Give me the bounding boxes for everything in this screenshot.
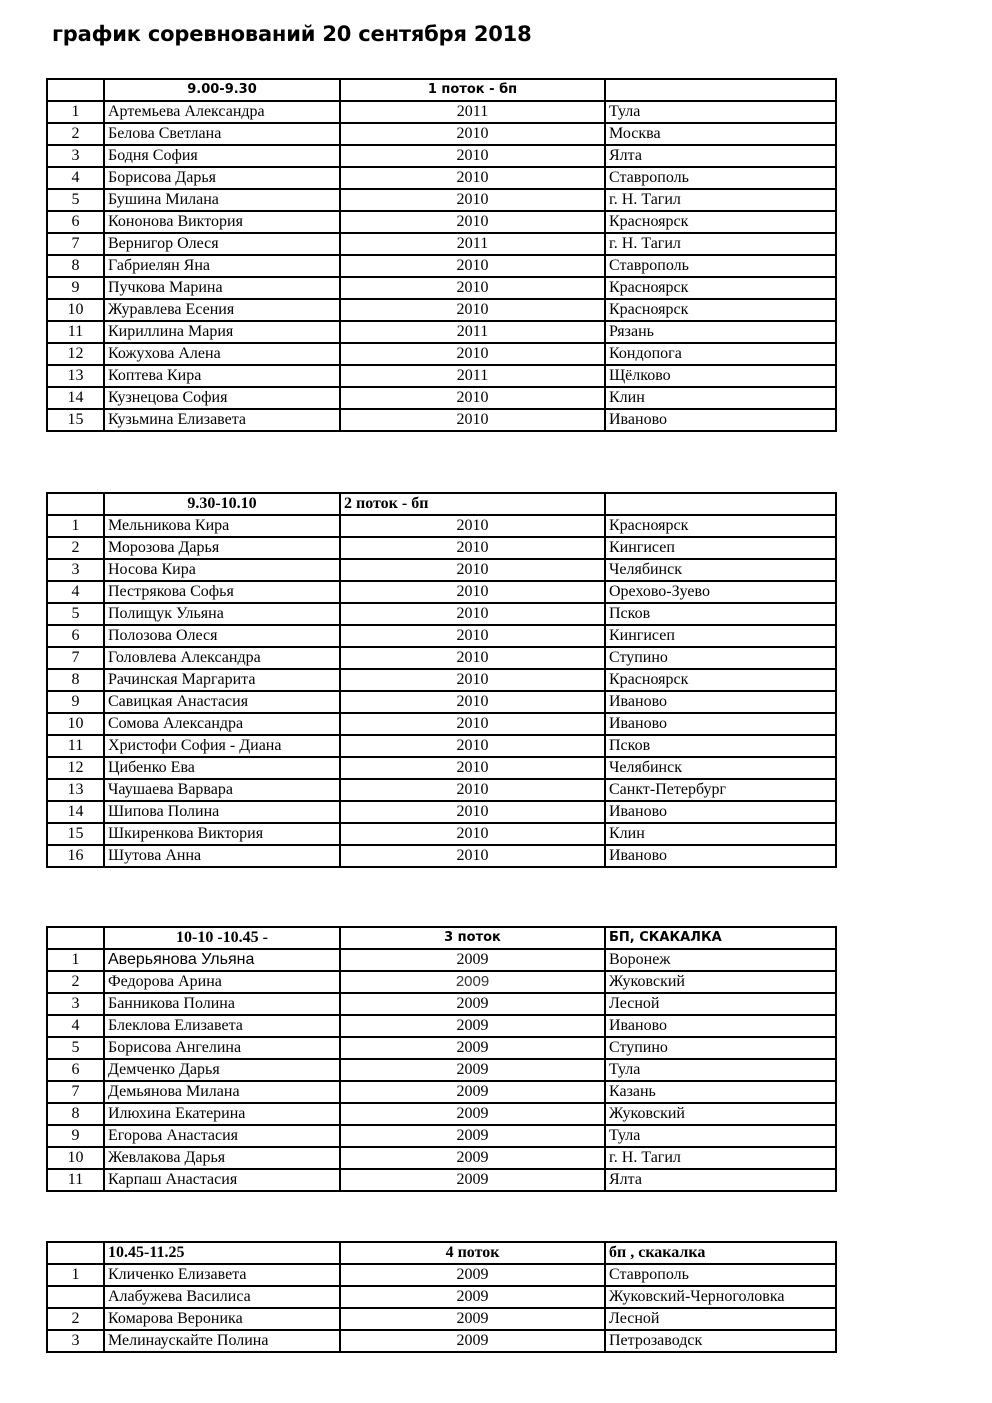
table-row bbox=[47, 299, 836, 321]
birth-year: 2009 bbox=[340, 949, 605, 971]
table-row bbox=[47, 101, 836, 123]
header-empty-cell bbox=[47, 1242, 104, 1264]
participant-number: 1 bbox=[47, 949, 104, 971]
table-row bbox=[47, 167, 836, 189]
table-row bbox=[47, 1330, 836, 1352]
participant-number bbox=[47, 1286, 104, 1308]
participant-city: Лесной bbox=[605, 1308, 836, 1330]
participant-city: Лесной bbox=[605, 993, 836, 1015]
participant-city: Красноярск bbox=[605, 211, 836, 233]
participant-name: Банникова Полина bbox=[104, 993, 340, 1015]
table-row bbox=[47, 255, 836, 277]
participant-number: 8 bbox=[47, 1103, 104, 1125]
participant-city: Воронеж bbox=[605, 949, 836, 971]
schedule-table-flow-3 bbox=[46, 926, 837, 1192]
birth-year: 2010 bbox=[340, 713, 605, 735]
flow-note-cell: БП, СКАКАЛКА bbox=[605, 927, 836, 949]
time-slot-cell: 10.45-11.25 bbox=[104, 1242, 340, 1264]
birth-year: 2009 bbox=[340, 1015, 605, 1037]
participant-name: Демченко Дарья bbox=[104, 1059, 340, 1081]
participant-city: Псков bbox=[605, 603, 836, 625]
birth-year: 2009 bbox=[340, 1147, 605, 1169]
participant-city: Ставрополь bbox=[605, 167, 836, 189]
table-row bbox=[47, 1037, 836, 1059]
participant-city: Красноярск bbox=[605, 299, 836, 321]
participant-name: Блеклова Елизавета bbox=[104, 1015, 340, 1037]
birth-year: 2009 bbox=[340, 1169, 605, 1191]
table-header-row bbox=[47, 79, 836, 101]
birth-year: 2009 bbox=[340, 1286, 605, 1308]
participant-name: Кожухова Алена bbox=[104, 343, 340, 365]
table-row bbox=[47, 343, 836, 365]
participant-city: Ступино bbox=[605, 647, 836, 669]
birth-year: 2010 bbox=[340, 255, 605, 277]
participant-name: Артемьева Александра bbox=[104, 101, 340, 123]
participant-number: 16 bbox=[47, 845, 104, 867]
birth-year: 2011 bbox=[340, 321, 605, 343]
birth-year: 2009 bbox=[340, 1125, 605, 1147]
table-row bbox=[47, 801, 836, 823]
participant-name: Карпаш Анастасия bbox=[104, 1169, 340, 1191]
birth-year: 2011 bbox=[340, 365, 605, 387]
table-row bbox=[47, 1169, 836, 1191]
birth-year: 2009 bbox=[340, 1037, 605, 1059]
participant-city: Иваново bbox=[605, 691, 836, 713]
participant-city: Ставрополь bbox=[605, 255, 836, 277]
table-row bbox=[47, 625, 836, 647]
participant-city: г. Н. Тагил bbox=[605, 1147, 836, 1169]
participant-number: 3 bbox=[47, 559, 104, 581]
birth-year: 2010 bbox=[340, 823, 605, 845]
time-slot-cell: 9.00-9.30 bbox=[104, 79, 340, 101]
birth-year: 2010 bbox=[340, 845, 605, 867]
participant-name: Егорова Анастасия bbox=[104, 1125, 340, 1147]
birth-year: 2009 bbox=[340, 1059, 605, 1081]
participant-number: 10 bbox=[47, 713, 104, 735]
participant-name: Шипова Полина bbox=[104, 801, 340, 823]
birth-year: 2010 bbox=[340, 167, 605, 189]
participant-city: Санкт-Петербург bbox=[605, 779, 836, 801]
participant-city: Ставрополь bbox=[605, 1264, 836, 1286]
table-row bbox=[47, 993, 836, 1015]
participant-name: Алабужева Василиса bbox=[104, 1286, 340, 1308]
participant-number: 5 bbox=[47, 1037, 104, 1059]
participant-name: Сомова Александра bbox=[104, 713, 340, 735]
participant-name: Мелинаускайте Полина bbox=[104, 1330, 340, 1352]
participant-city: Жуковский-Черноголовка bbox=[605, 1286, 836, 1308]
participant-number: 1 bbox=[47, 1264, 104, 1286]
table-row bbox=[47, 1286, 836, 1308]
participant-city: Тула bbox=[605, 1125, 836, 1147]
table-row bbox=[47, 189, 836, 211]
participant-city: Красноярск bbox=[605, 277, 836, 299]
participant-city: Ступино bbox=[605, 1037, 836, 1059]
table-row bbox=[47, 735, 836, 757]
participant-city: Москва bbox=[605, 123, 836, 145]
table-row bbox=[47, 779, 836, 801]
participant-number: 8 bbox=[47, 669, 104, 691]
participant-number: 5 bbox=[47, 603, 104, 625]
participant-city: Ялта bbox=[605, 1169, 836, 1191]
schedule-table-flow-4 bbox=[46, 1241, 837, 1353]
participant-number: 4 bbox=[47, 581, 104, 603]
participant-number: 7 bbox=[47, 647, 104, 669]
participant-name: Кононова Виктория bbox=[104, 211, 340, 233]
participant-city: Жуковский bbox=[605, 971, 836, 993]
participant-number: 5 bbox=[47, 189, 104, 211]
participant-number: 2 bbox=[47, 1308, 104, 1330]
flow-note-cell: бп , скакалка bbox=[605, 1242, 836, 1264]
participant-number: 9 bbox=[47, 277, 104, 299]
participant-number: 2 bbox=[47, 537, 104, 559]
birth-year: 2009 bbox=[340, 971, 605, 993]
table-row bbox=[47, 211, 836, 233]
participant-number: 2 bbox=[47, 123, 104, 145]
flow-note-cell bbox=[605, 493, 836, 515]
participant-name: Журавлева Есения bbox=[104, 299, 340, 321]
participant-number: 13 bbox=[47, 779, 104, 801]
birth-year: 2010 bbox=[340, 515, 605, 537]
birth-year: 2009 bbox=[340, 1308, 605, 1330]
table-row bbox=[47, 949, 836, 971]
participant-city: Кингисеп bbox=[605, 625, 836, 647]
birth-year: 2011 bbox=[340, 233, 605, 255]
table-row bbox=[47, 277, 836, 299]
table-row bbox=[47, 1264, 836, 1286]
table-row bbox=[47, 669, 836, 691]
birth-year: 2010 bbox=[340, 537, 605, 559]
participant-number: 10 bbox=[47, 1147, 104, 1169]
table-row bbox=[47, 1308, 836, 1330]
participant-name: Шутова Анна bbox=[104, 845, 340, 867]
table-row bbox=[47, 365, 836, 387]
participant-number: 11 bbox=[47, 321, 104, 343]
birth-year: 2010 bbox=[340, 211, 605, 233]
birth-year: 2009 bbox=[340, 1103, 605, 1125]
birth-year: 2010 bbox=[340, 299, 605, 321]
birth-year: 2010 bbox=[340, 409, 605, 431]
participant-name: Пестрякова Софья bbox=[104, 581, 340, 603]
participant-number: 9 bbox=[47, 1125, 104, 1147]
table-row bbox=[47, 387, 836, 409]
birth-year: 2009 bbox=[340, 1264, 605, 1286]
participant-name: Мельникова Кира bbox=[104, 515, 340, 537]
birth-year: 2010 bbox=[340, 387, 605, 409]
participant-number: 14 bbox=[47, 387, 104, 409]
participant-number: 13 bbox=[47, 365, 104, 387]
participant-city: Казань bbox=[605, 1081, 836, 1103]
table-row bbox=[47, 845, 836, 867]
time-slot-cell: 9.30-10.10 bbox=[104, 493, 340, 515]
participant-name: Борисова Ангелина bbox=[104, 1037, 340, 1059]
birth-year: 2011 bbox=[340, 101, 605, 123]
participant-name: Демьянова Милана bbox=[104, 1081, 340, 1103]
participant-number: 12 bbox=[47, 343, 104, 365]
table-row bbox=[47, 559, 836, 581]
birth-year: 2010 bbox=[340, 123, 605, 145]
table-row bbox=[47, 1059, 836, 1081]
participant-name: Аверьянова Ульяна bbox=[104, 949, 340, 971]
participant-name: Чаушаева Варвара bbox=[104, 779, 340, 801]
participant-name: Пучкова Марина bbox=[104, 277, 340, 299]
flow-note-cell bbox=[605, 79, 836, 101]
participant-number: 4 bbox=[47, 1015, 104, 1037]
participant-city: Клин bbox=[605, 387, 836, 409]
participant-number: 3 bbox=[47, 1330, 104, 1352]
table-row bbox=[47, 1103, 836, 1125]
birth-year: 2009 bbox=[340, 1330, 605, 1352]
participant-city: Красноярск bbox=[605, 669, 836, 691]
participant-number: 6 bbox=[47, 1059, 104, 1081]
table-row bbox=[47, 123, 836, 145]
participant-name: Морозова Дарья bbox=[104, 537, 340, 559]
participant-name: Белова Светлана bbox=[104, 123, 340, 145]
participant-name: Илюхина Екатерина bbox=[104, 1103, 340, 1125]
table-row bbox=[47, 321, 836, 343]
flow-label-cell: 2 поток - бп bbox=[340, 493, 605, 515]
participant-number: 11 bbox=[47, 735, 104, 757]
participant-number: 6 bbox=[47, 625, 104, 647]
participant-city: Псков bbox=[605, 735, 836, 757]
participant-name: Жевлакова Дарья bbox=[104, 1147, 340, 1169]
table-header-row bbox=[47, 927, 836, 949]
participant-city: г. Н. Тагил bbox=[605, 233, 836, 255]
birth-year: 2010 bbox=[340, 625, 605, 647]
participant-city: Челябинск bbox=[605, 559, 836, 581]
participant-number: 6 bbox=[47, 211, 104, 233]
table-row bbox=[47, 757, 836, 779]
participant-city: Красноярск bbox=[605, 515, 836, 537]
table-row bbox=[47, 823, 836, 845]
table-row bbox=[47, 515, 836, 537]
participant-city: Иваново bbox=[605, 845, 836, 867]
table-row bbox=[47, 603, 836, 625]
table-row bbox=[47, 713, 836, 735]
participant-name: Кличенко Елизавета bbox=[104, 1264, 340, 1286]
birth-year: 2010 bbox=[340, 145, 605, 167]
participant-name: Кузнецова София bbox=[104, 387, 340, 409]
birth-year: 2010 bbox=[340, 757, 605, 779]
participant-name: Савицкая Анастасия bbox=[104, 691, 340, 713]
participant-number: 15 bbox=[47, 409, 104, 431]
participant-city: Тула bbox=[605, 1059, 836, 1081]
participant-city: Иваново bbox=[605, 1015, 836, 1037]
participant-city: Жуковский bbox=[605, 1103, 836, 1125]
participant-number: 1 bbox=[47, 515, 104, 537]
participant-city: г. Н. Тагил bbox=[605, 189, 836, 211]
participant-name: Габриелян Яна bbox=[104, 255, 340, 277]
participant-name: Полозова Олеся bbox=[104, 625, 340, 647]
table-row bbox=[47, 409, 836, 431]
participant-name: Цибенко Ева bbox=[104, 757, 340, 779]
birth-year: 2010 bbox=[340, 779, 605, 801]
table-row bbox=[47, 145, 836, 167]
birth-year: 2010 bbox=[340, 801, 605, 823]
birth-year: 2010 bbox=[340, 735, 605, 757]
birth-year: 2009 bbox=[340, 993, 605, 1015]
participant-number: 7 bbox=[47, 233, 104, 255]
table-row bbox=[47, 647, 836, 669]
participant-name: Головлева Александра bbox=[104, 647, 340, 669]
participant-city: Иваново bbox=[605, 409, 836, 431]
participant-city: Тула bbox=[605, 101, 836, 123]
table-row bbox=[47, 971, 836, 993]
table-header-row bbox=[47, 493, 836, 515]
participant-number: 10 bbox=[47, 299, 104, 321]
participant-city: Кингисеп bbox=[605, 537, 836, 559]
table-row bbox=[47, 581, 836, 603]
participant-city: Орехово-Зуево bbox=[605, 581, 836, 603]
participant-name: Христофи София - Диана bbox=[104, 735, 340, 757]
schedule-table-flow-2 bbox=[46, 492, 837, 868]
birth-year: 2010 bbox=[340, 343, 605, 365]
participant-name: Бодня София bbox=[104, 145, 340, 167]
participant-name: Борисова Дарья bbox=[104, 167, 340, 189]
table-row bbox=[47, 691, 836, 713]
birth-year: 2010 bbox=[340, 691, 605, 713]
participant-city: Рязань bbox=[605, 321, 836, 343]
table-row bbox=[47, 1147, 836, 1169]
header-empty-cell bbox=[47, 79, 104, 101]
birth-year: 2009 bbox=[340, 1081, 605, 1103]
participant-name: Рачинская Маргарита bbox=[104, 669, 340, 691]
participant-name: Коптева Кира bbox=[104, 365, 340, 387]
birth-year: 2010 bbox=[340, 603, 605, 625]
participant-number: 4 bbox=[47, 167, 104, 189]
table-header-row bbox=[47, 1242, 836, 1264]
participant-name: Полищук Ульяна bbox=[104, 603, 340, 625]
flow-label-cell: 1 поток - бп bbox=[340, 79, 605, 101]
schedule-table-flow-1 bbox=[46, 78, 837, 432]
birth-year: 2010 bbox=[340, 189, 605, 211]
table-row bbox=[47, 537, 836, 559]
participant-city: Иваново bbox=[605, 801, 836, 823]
flow-label-cell: 4 поток bbox=[340, 1242, 605, 1264]
participant-number: 11 bbox=[47, 1169, 104, 1191]
participant-city: Щёлково bbox=[605, 365, 836, 387]
participant-number: 12 bbox=[47, 757, 104, 779]
participant-number: 9 bbox=[47, 691, 104, 713]
table-row bbox=[47, 1125, 836, 1147]
birth-year: 2010 bbox=[340, 647, 605, 669]
participant-number: 8 bbox=[47, 255, 104, 277]
participant-name: Бушина Милана bbox=[104, 189, 340, 211]
participant-city: Иваново bbox=[605, 713, 836, 735]
participant-number: 1 bbox=[47, 101, 104, 123]
participant-name: Комарова Вероника bbox=[104, 1308, 340, 1330]
birth-year: 2010 bbox=[340, 559, 605, 581]
participant-name: Шкиренкова Виктория bbox=[104, 823, 340, 845]
participant-number: 3 bbox=[47, 145, 104, 167]
participant-city: Ялта bbox=[605, 145, 836, 167]
participant-number: 14 bbox=[47, 801, 104, 823]
participant-number: 3 bbox=[47, 993, 104, 1015]
participant-number: 7 bbox=[47, 1081, 104, 1103]
birth-year: 2010 bbox=[340, 277, 605, 299]
participant-number: 15 bbox=[47, 823, 104, 845]
participant-name: Носова Кира bbox=[104, 559, 340, 581]
table-row bbox=[47, 1081, 836, 1103]
flow-label-cell: 3 поток bbox=[340, 927, 605, 949]
birth-year: 2010 bbox=[340, 669, 605, 691]
header-empty-cell bbox=[47, 493, 104, 515]
table-row bbox=[47, 1015, 836, 1037]
participant-city: Клин bbox=[605, 823, 836, 845]
time-slot-cell: 10-10 -10.45 - bbox=[104, 927, 340, 949]
participant-name: Вернигор Олеся bbox=[104, 233, 340, 255]
table-row bbox=[47, 233, 836, 255]
participant-city: Кондопога bbox=[605, 343, 836, 365]
participant-number: 2 bbox=[47, 971, 104, 993]
participant-city: Петрозаводск bbox=[605, 1330, 836, 1352]
participant-name: Кузьмина Елизавета bbox=[104, 409, 340, 431]
birth-year: 2010 bbox=[340, 581, 605, 603]
participant-city: Челябинск bbox=[605, 757, 836, 779]
header-empty-cell bbox=[47, 927, 104, 949]
participant-name: Федорова Арина bbox=[104, 971, 340, 993]
participant-name: Кириллина Мария bbox=[104, 321, 340, 343]
document-title: график соревнований 20 сентября 2018 bbox=[52, 22, 532, 46]
